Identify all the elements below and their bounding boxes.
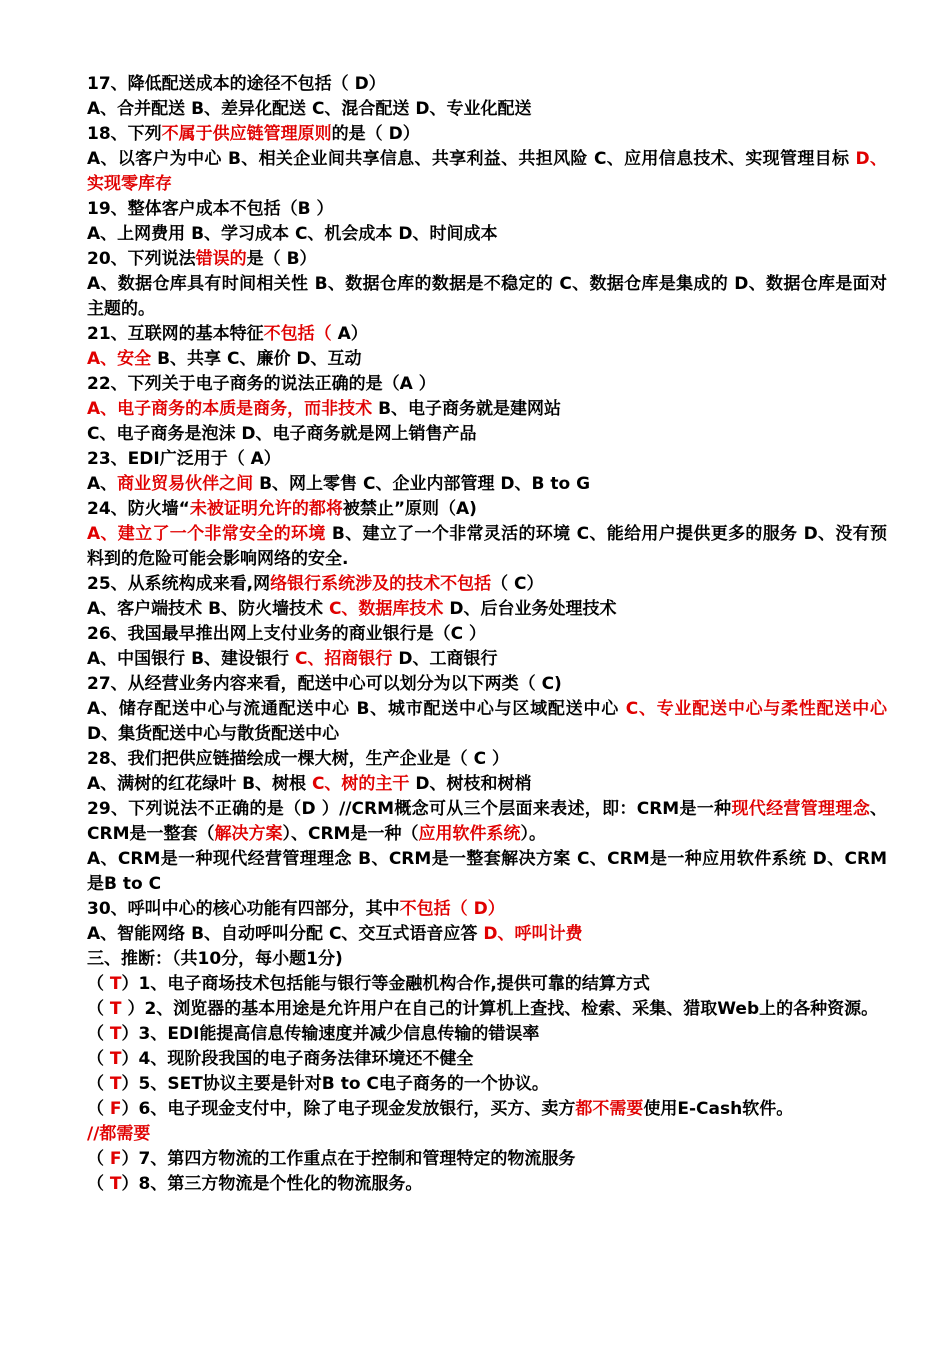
text-segment: D、后台业务处理技术 <box>443 599 617 619</box>
text-segment: ）1、电子商场技术包括能与银行等金融机构合作,提供可靠的结算方式 <box>121 974 650 994</box>
text-segment: B、共享 C、廉价 D、互动 <box>151 349 362 369</box>
text-line <box>87 1022 887 1047</box>
text-segment: （ <box>87 999 110 1019</box>
text-segment: （ <box>87 1149 110 1169</box>
document-page <box>87 72 887 1197</box>
text-line <box>87 472 887 497</box>
text-segment: 三、推断：（共10分，每小题1分) <box>87 949 343 969</box>
text-segment: 被禁止”原则（A) <box>342 499 477 519</box>
text-line <box>87 972 887 997</box>
text-line <box>87 1172 887 1197</box>
highlighted-text: C、专业配送中心与柔性配送中心 <box>625 699 888 719</box>
text-segment: A、合并配送 B、差异化配送 C、混合配送 D、专业化配送 <box>87 99 532 119</box>
text-line <box>87 997 887 1022</box>
text-line <box>87 322 887 347</box>
text-segment: A、智能网络 B、自动呼叫分配 C、交互式语音应答 <box>87 924 484 944</box>
text-segment: A） <box>337 324 368 344</box>
text-line <box>87 772 887 797</box>
text-line <box>87 897 887 922</box>
highlighted-text: 不属于供应链管理原则 <box>161 124 332 144</box>
text-segment: ）6、电子现金支付中，除了电子现金发放银行，买方、卖方 <box>121 1099 576 1119</box>
text-line <box>87 922 887 947</box>
text-segment: D、集货配送中心与散货配送中心 <box>87 724 340 744</box>
text-segment: 25、从系统构成来看,网 <box>87 574 271 594</box>
highlighted-text: A、建立了一个非常安全的环境 <box>87 524 326 544</box>
text-segment: A、中国银行 B、建设银行 <box>87 649 295 669</box>
text-line <box>87 397 887 422</box>
highlighted-text: T <box>109 1024 122 1044</box>
text-line <box>87 372 887 397</box>
text-segment: 的是（ D） <box>331 124 420 144</box>
text-segment: （ C） <box>491 574 544 594</box>
text-line <box>87 1047 887 1072</box>
text-line <box>87 122 887 147</box>
highlighted-text: 未被证明允许的都将 <box>189 499 343 519</box>
text-segment: B、电子商务就是建网站 <box>372 399 562 419</box>
highlighted-text: A、电子商务的本质是商务，而非技术 <box>87 399 373 419</box>
highlighted-text: D、呼叫计费 <box>483 924 583 944</box>
text-line <box>87 447 887 472</box>
text-line <box>87 247 887 272</box>
text-segment: A、客户端技术 B、防火墙技术 <box>87 599 329 619</box>
highlighted-text: 解决方案 <box>214 824 283 844</box>
text-segment: D、工商银行 <box>392 649 498 669</box>
highlighted-text: 错误的 <box>195 249 247 269</box>
highlighted-text: C、招商银行 <box>294 649 393 669</box>
text-segment: B、网上零售 C、企业内部管理 D、B to G <box>253 474 591 494</box>
highlighted-text: T <box>109 974 122 994</box>
text-segment: ）、CRM是一种（ <box>282 824 419 844</box>
text-line <box>87 597 887 622</box>
text-line <box>87 672 887 697</box>
highlighted-text: T <box>109 1074 122 1094</box>
text-line <box>87 797 887 847</box>
text-line <box>87 647 887 672</box>
highlighted-text: A、安全 <box>87 349 152 369</box>
text-segment: （ <box>87 1049 110 1069</box>
highlighted-text: C、数据库技术 <box>328 599 444 619</box>
text-segment: 22、下列关于电子商务的说法正确的是（A ） <box>87 374 436 394</box>
text-segment: 26、我国最早推出网上支付业务的商业银行是（C ） <box>87 624 487 644</box>
text-line <box>87 697 887 747</box>
text-line <box>87 622 887 647</box>
text-line <box>87 947 887 972</box>
text-segment: 21、互联网的基本特征 <box>87 324 264 344</box>
text-segment: （ <box>87 1024 110 1044</box>
text-segment: 、CRM是一整套（ <box>87 799 888 844</box>
text-line <box>87 422 887 447</box>
text-segment: ）3、EDI能提高信息传输速度并减少信息传输的错误率 <box>121 1024 540 1044</box>
text-line <box>87 147 887 197</box>
highlighted-text: T <box>109 999 122 1019</box>
text-segment: 23、EDI广泛用于（ A） <box>87 449 281 469</box>
text-line <box>87 497 887 522</box>
highlighted-text: 应用软件系统 <box>418 824 521 844</box>
text-segment: B、建立了一个非常灵活的环境 C、能给用户提供更多的服务 D、没有预料到的危险可能会影响网络的安全. <box>87 524 887 569</box>
text-segment: 20、下列说法 <box>87 249 196 269</box>
highlighted-text: F <box>109 1099 122 1119</box>
text-line <box>87 197 887 222</box>
text-segment: 是（ B） <box>246 249 317 269</box>
text-line <box>87 747 887 772</box>
text-segment: （ <box>87 974 110 994</box>
highlighted-text: 络银行系统涉及的技术不包括 <box>270 574 492 594</box>
text-line <box>87 347 887 372</box>
text-segment: 使用E-Cash软件。 <box>643 1099 794 1119</box>
text-segment: A、以客户为中心 B、相关企业间共享信息、共享利益、共担风险 C、应用信息技术、实现管理目标 <box>87 149 856 169</box>
text-line <box>87 272 887 322</box>
text-segment: A、CRM是一种现代经营管理理念 B、CRM是一整套解决方案 C、CRM是一种应用软件系统 D、CRM是B to C <box>87 849 887 894</box>
text-segment: A、满树的红花绿叶 B、树根 <box>87 774 312 794</box>
highlighted-text: F <box>109 1149 122 1169</box>
highlighted-text: 不包括（ <box>263 324 338 344</box>
text-segment: 30、呼叫中心的核心功能有四部分，其中 <box>87 899 400 919</box>
text-line <box>87 1097 887 1122</box>
highlighted-text: T <box>109 1049 122 1069</box>
text-segment: （ <box>87 1174 110 1194</box>
text-segment: 24、防火墙“ <box>87 499 190 519</box>
text-segment: 28、我们把供应链描绘成一棵大树，生产企业是（ C ） <box>87 749 509 769</box>
text-segment: 19、整体客户成本不包括（B ） <box>87 199 334 219</box>
text-segment: C、电子商务是泡沫 D、电子商务就是网上销售产品 <box>87 424 477 444</box>
highlighted-text: 不包括（ D） <box>399 899 505 919</box>
text-segment: （ <box>87 1099 110 1119</box>
text-segment: ）4、现阶段我国的电子商务法律环境还不健全 <box>121 1049 474 1069</box>
text-line <box>87 222 887 247</box>
text-line <box>87 522 887 572</box>
text-line <box>87 1072 887 1097</box>
text-segment: （ <box>87 1074 110 1094</box>
text-segment: 18、下列 <box>87 124 162 144</box>
text-line <box>87 97 887 122</box>
text-segment: 29、下列说法不正确的是（D ）//CRM概念可从三个层面来表述，即：CRM是一种 <box>87 799 732 819</box>
highlighted-text: C、树的主干 <box>311 774 410 794</box>
text-line <box>87 1122 887 1147</box>
highlighted-text: D、实现零库存 <box>87 149 887 194</box>
highlighted-text: T <box>109 1174 122 1194</box>
text-segment: ）2、浏览器的基本用途是允许用户在自己的计算机上查找、检索、采集、猎取Web上的各种资源。 <box>121 999 879 1019</box>
text-segment: A、储存配送中心与流通配送中心 B、城市配送中心与区域配送中心 <box>87 699 626 719</box>
text-segment: 27、从经营业务内容来看，配送中心可以划分为以下两类（ C) <box>87 674 562 694</box>
highlighted-text: //都需要 <box>87 1124 151 1144</box>
text-segment: ）8、第三方物流是个性化的物流服务。 <box>121 1174 423 1194</box>
highlighted-text: 现代经营管理理念 <box>731 799 871 819</box>
text-segment: ）。 <box>520 824 546 844</box>
text-line <box>87 572 887 597</box>
text-line <box>87 847 887 897</box>
highlighted-text: 都不需要 <box>575 1099 644 1119</box>
text-segment: ）7、第四方物流的工作重点在于控制和管理特定的物流服务 <box>121 1149 576 1169</box>
highlighted-text: 商业贸易伙伴之间 <box>117 474 254 494</box>
text-segment: A、 <box>87 474 118 494</box>
text-segment: D、树枝和树梢 <box>409 774 532 794</box>
text-segment: ）5、SET协议主要是针对B to C电子商务的一个协议。 <box>121 1074 549 1094</box>
text-segment: A、数据仓库具有时间相关性 B、数据仓库的数据是不稳定的 C、数据仓库是集成的 D、数据仓库是面对主题的。 <box>87 274 887 319</box>
text-line <box>87 72 887 97</box>
text-segment: 17、降低配送成本的途径不包括（ D） <box>87 74 386 94</box>
text-line <box>87 1147 887 1172</box>
text-segment: A、上网费用 B、学习成本 C、机会成本 D、时间成本 <box>87 224 498 244</box>
